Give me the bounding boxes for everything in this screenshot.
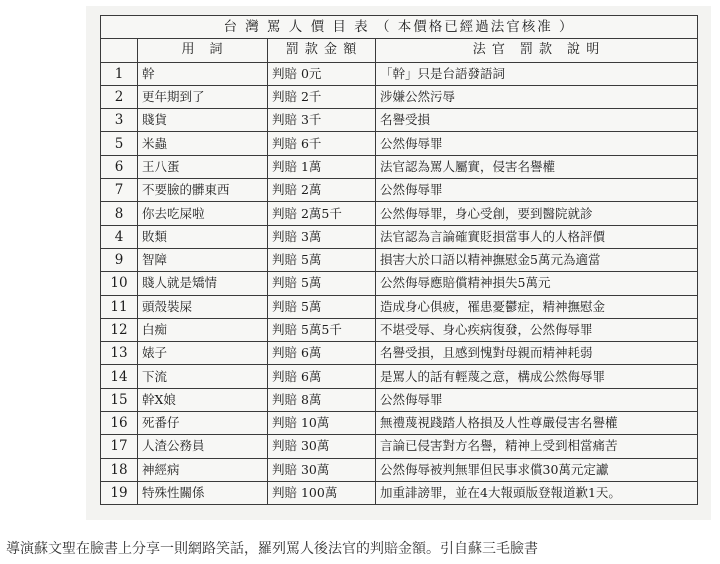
row-term: 更年期到了 xyxy=(138,85,268,108)
row-term: 婊子 xyxy=(138,342,268,365)
table-row xyxy=(101,481,698,504)
row-fine: 判賠 5萬 xyxy=(268,295,376,318)
row-number: 18 xyxy=(101,458,138,481)
row-fine: 判賠 5萬 xyxy=(268,248,376,271)
table-row xyxy=(101,365,698,388)
row-note: 損害大於口語以精神撫慰金5萬元為適當 xyxy=(376,248,698,271)
row-term: 幹X娘 xyxy=(138,388,268,411)
row-number: 17 xyxy=(101,435,138,458)
row-note: 造成身心俱疲，罹患憂鬱症，精神撫慰金 xyxy=(376,295,698,318)
row-term: 米蟲 xyxy=(138,132,268,155)
row-number: 4 xyxy=(101,225,138,248)
photo-caption: 導演蘇文聖在臉書上分享一則網路笑話，羅列罵人後法官的判賠金額。引自蘇三毛臉書 xyxy=(6,541,538,557)
table-row xyxy=(101,85,698,108)
row-number: 12 xyxy=(101,318,138,341)
row-number: 5 xyxy=(101,132,138,155)
table-row xyxy=(101,272,698,295)
row-fine: 判賠 1萬 xyxy=(268,155,376,178)
row-term: 智障 xyxy=(138,248,268,271)
row-term: 王八蛋 xyxy=(138,155,268,178)
row-number: 10 xyxy=(101,272,138,295)
row-term: 幹 xyxy=(138,62,268,85)
row-fine: 判賠 100萬 xyxy=(268,481,376,504)
table-row xyxy=(101,388,698,411)
row-fine: 判賠 6千 xyxy=(268,132,376,155)
row-number: 2 xyxy=(101,85,138,108)
row-note: 公然侮辱罪 xyxy=(376,179,698,202)
row-term: 你去吃屎啦 xyxy=(138,202,268,225)
row-term: 白痴 xyxy=(138,318,268,341)
row-fine: 判賠 3千 xyxy=(268,109,376,132)
row-note: 法官認為罵人屬實，侵害名譽權 xyxy=(376,155,698,178)
table-row xyxy=(101,132,698,155)
row-fine: 判賠 2萬5千 xyxy=(268,202,376,225)
table-row xyxy=(101,295,698,318)
row-fine: 判賠 8萬 xyxy=(268,388,376,411)
row-term: 不要臉的髒東西 xyxy=(138,179,268,202)
row-number: 15 xyxy=(101,388,138,411)
row-note: 言論已侵害對方名譽，精神上受到相當痛苦 xyxy=(376,435,698,458)
row-note: 公然侮辱應賠償精神損失5萬元 xyxy=(376,272,698,295)
table-row xyxy=(101,179,698,202)
table-row xyxy=(101,248,698,271)
row-fine: 判賠 2萬 xyxy=(268,179,376,202)
table-row xyxy=(101,435,698,458)
row-note: 公然侮辱罪 xyxy=(376,388,698,411)
table-row xyxy=(101,155,698,178)
row-note: 涉嫌公然污辱 xyxy=(376,85,698,108)
row-number: 13 xyxy=(101,342,138,365)
table-row xyxy=(101,109,698,132)
table-row xyxy=(101,202,698,225)
row-term: 人渣公務員 xyxy=(138,435,268,458)
row-fine: 判賠 5萬 xyxy=(268,272,376,295)
row-term: 敗類 xyxy=(138,225,268,248)
row-number: 14 xyxy=(101,365,138,388)
row-note: 公然侮辱被判無罪但民事求償30萬元定讞 xyxy=(376,458,698,481)
row-note: 不堪受辱、身心疾病復發，公然侮辱罪 xyxy=(376,318,698,341)
row-term: 特殊性關係 xyxy=(138,481,268,504)
row-number: 8 xyxy=(101,202,138,225)
row-fine: 判賠 30萬 xyxy=(268,458,376,481)
header-no xyxy=(101,39,138,62)
row-term: 賤人就是矯情 xyxy=(138,272,268,295)
header-row xyxy=(101,39,698,62)
row-note: 公然侮辱罪，身心受創，要到醫院就診 xyxy=(376,202,698,225)
row-term: 賤貨 xyxy=(138,109,268,132)
row-number: 16 xyxy=(101,412,138,435)
table-row xyxy=(101,318,698,341)
header-term: 用 詞 xyxy=(138,39,268,62)
row-number: 11 xyxy=(101,295,138,318)
table-title: 台 灣 罵 人 價 目 表 （ 本價格已經過法官核准 ） xyxy=(101,16,698,39)
row-fine: 判賠 3萬 xyxy=(268,225,376,248)
row-note: 「幹」只是台語發語詞 xyxy=(376,62,698,85)
header-fine: 罰 款 金 額 xyxy=(268,39,376,62)
row-number: 7 xyxy=(101,179,138,202)
row-note: 加重誹謗罪，並在4大報頭版登報道歉1天。 xyxy=(376,481,698,504)
table-row xyxy=(101,62,698,85)
table-row xyxy=(101,412,698,435)
table-row xyxy=(101,458,698,481)
row-fine: 判賠 6萬 xyxy=(268,342,376,365)
row-note: 名譽受損 xyxy=(376,109,698,132)
row-term: 神經病 xyxy=(138,458,268,481)
row-fine: 判賠 10萬 xyxy=(268,412,376,435)
row-fine: 判賠 0元 xyxy=(268,62,376,85)
row-number: 3 xyxy=(101,109,138,132)
row-note: 是罵人的話有輕蔑之意，構成公然侮辱罪 xyxy=(376,365,698,388)
table-row xyxy=(101,225,698,248)
row-fine: 判賠 6萬 xyxy=(268,365,376,388)
row-number: 9 xyxy=(101,248,138,271)
table-row xyxy=(101,342,698,365)
row-note: 名譽受損，且感到愧對母親而精神耗弱 xyxy=(376,342,698,365)
row-fine: 判賠 5萬5千 xyxy=(268,318,376,341)
row-term: 死番仔 xyxy=(138,412,268,435)
row-term: 下流 xyxy=(138,365,268,388)
row-note: 無禮蔑視踐踏人格損及人性尊嚴侵害名譽權 xyxy=(376,412,698,435)
row-note: 法官認為言論確實貶損當事人的人格評價 xyxy=(376,225,698,248)
header-note: 法 官 罰 款 說 明 xyxy=(376,39,698,62)
row-term: 頭殼裝屎 xyxy=(138,295,268,318)
row-fine: 判賠 2千 xyxy=(268,85,376,108)
price-table xyxy=(100,15,698,505)
row-note: 公然侮辱罪 xyxy=(376,132,698,155)
row-number: 6 xyxy=(101,155,138,178)
row-fine: 判賠 30萬 xyxy=(268,435,376,458)
row-number: 19 xyxy=(101,481,138,504)
row-number: 1 xyxy=(101,62,138,85)
